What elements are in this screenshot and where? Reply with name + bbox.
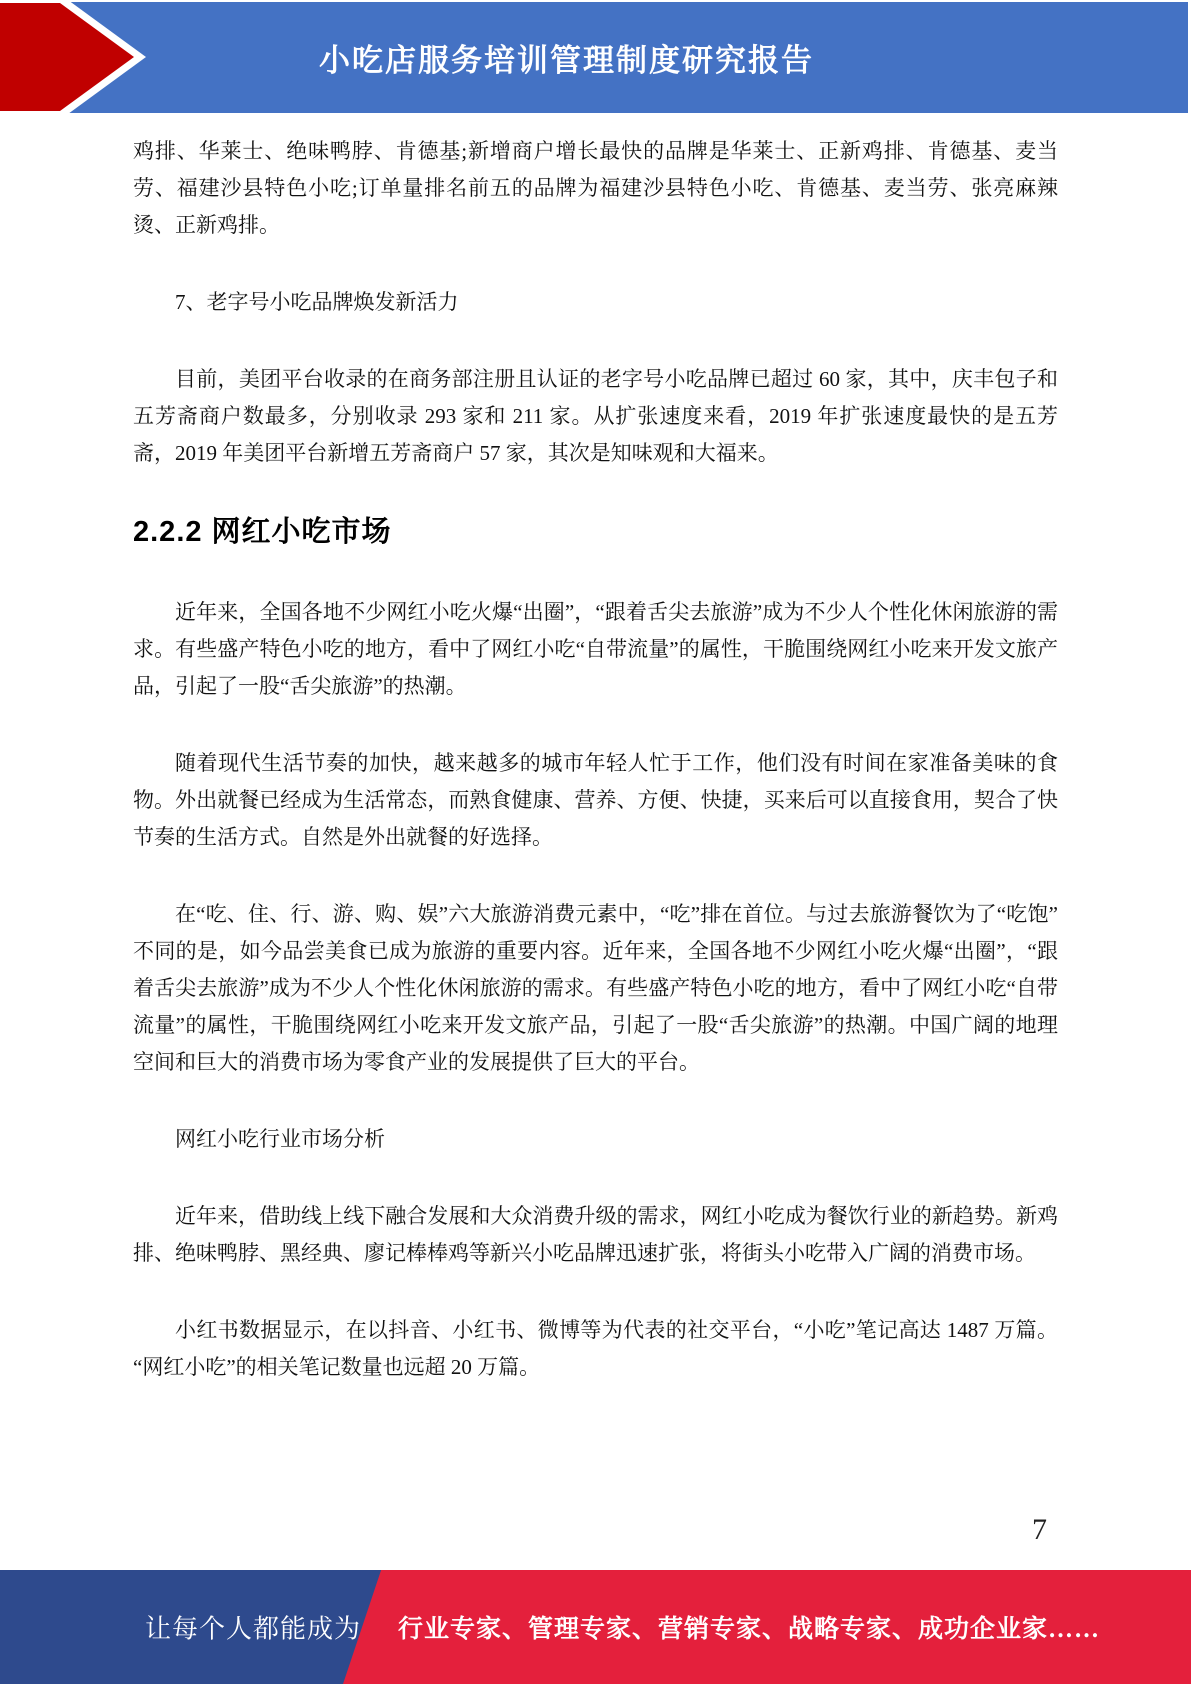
paragraph: 近年来，全国各地不少网红小吃火爆“出圈”，“跟着舌尖去旅游”成为不少人个性化休闲旅游的需求。有些盛产特色小吃的地方，看中了网红小吃“自带流量”的属性，干脆围绕网红小吃来开发文旅产品，引起了一股“舌尖旅游”的热潮。 <box>133 600 1058 698</box>
paragraph: 小红书数据显示，在以抖音、小红书、微博等为代表的社交平台，“小吃”笔记高达 1487 万篇。“网红小吃”的相关笔记数量也远超 20 万篇。 <box>133 1318 1058 1379</box>
subheading: 网红小吃行业市场分析 <box>175 1127 385 1151</box>
paragraph: 鸡排、华莱士、绝味鸭脖、肯德基;新增商户增长最快的品牌是华莱士、正新鸡排、肯德基、麦当劳、福建沙县特色小吃;订单量排名前五的品牌为福建沙县特色小吃、肯德基、麦当劳、张亮麻辣烫、正新鸡排。 <box>133 139 1058 237</box>
subheading: 7、老字号小吃品牌焕发新活力 <box>175 290 459 314</box>
report-title: 小吃店服务培训管理制度研究报告 <box>319 43 814 78</box>
page-footer <box>0 1570 1191 1684</box>
footer-slogan-left: 让每个人都能成为 <box>145 1614 362 1644</box>
header-arrow-icon <box>0 0 152 114</box>
page-number: 7 <box>1032 1513 1047 1546</box>
footer-slogan-right: 行业专家、管理专家、营销专家、战略专家、成功企业家…… <box>398 1616 1101 1643</box>
paragraph: 随着现代生活节奏的加快，越来越多的城市年轻人忙于工作，他们没有时间在家准备美味的食物。外出就餐已经成为生活常态，而熟食健康、营养、方便、快捷，买来后可以直接食用，契合了快节奏的生活方式。自然是外出就餐的好选择。 <box>133 751 1058 849</box>
section-heading: 2.2.2 网红小吃市场 <box>133 516 392 548</box>
paragraph: 在“吃、住、行、游、购、娱”六大旅游消费元素中，“吃”排在首位。与过去旅游餐饮为了“吃饱”不同的是，如今品尝美食已成为旅游的重要内容。近年来，全国各地不少网红小吃火爆“出圈”，“跟着舌尖去旅游”成为不少人个性化休闲旅游的需求。有些盛产特色小吃的地方，看中了网红小吃“自带流量”的属性，干脆围绕网红小吃来开发文旅产品，引起了一股“舌尖旅游”的热潮。中国广阔的地理空间和巨大的消费市场为零食产业的发展提供了巨大的平台。 <box>133 902 1058 1074</box>
page-header <box>0 2 1188 113</box>
paragraph: 近年来，借助线上线下融合发展和大众消费升级的需求，网红小吃成为餐饮行业的新趋势。新鸡排、绝味鸭脖、黑经典、廖记棒棒鸡等新兴小吃品牌迅速扩张，将街头小吃带入广阔的消费市场。 <box>133 1204 1058 1265</box>
page-body <box>133 133 1058 1426</box>
paragraph: 目前，美团平台收录的在商务部注册且认证的老字号小吃品牌已超过 60 家，其中，庆丰包子和五芳斋商户数最多，分别收录 293 家和 211 家。从扩张速度来看，2019 年扩张速度最快的是五芳斋，2019 年美团平台新增五芳斋商户 57 家，其次是知味观和大福来。 <box>133 367 1058 465</box>
